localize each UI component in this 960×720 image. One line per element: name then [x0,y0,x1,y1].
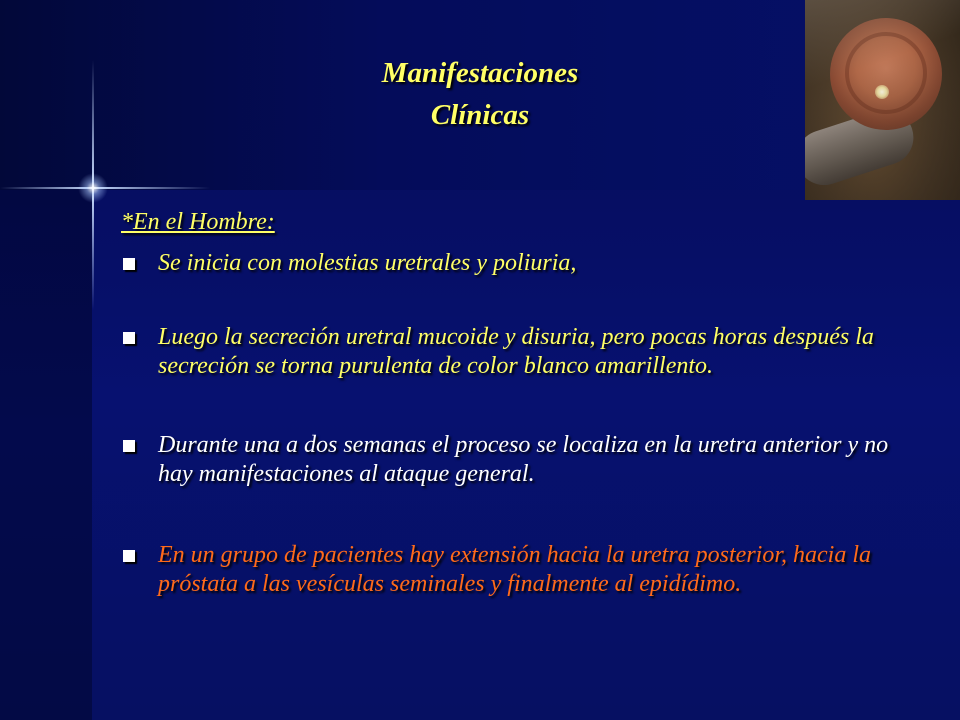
bullet-text: En un grupo de pacientes hay extensión hacia la uretra posterior, hacia la próstata a las vesículas seminales y finalmente al epidídimo. [158,542,872,597]
bullet-text: Luego la secreción uretral mucoide y disuria, pero pocas horas después la secreción se torna purulenta de color blanco amarillento. [158,324,874,379]
square-bullet-icon [123,332,135,344]
title-line-1: Manifestaciones [381,57,579,89]
bullet-item [121,323,901,381]
bullet-item [121,431,901,489]
photo-shading [805,0,960,200]
bullet-item [121,541,901,599]
bullet-item [121,249,901,278]
subheading: *En el Hombre: [121,209,275,235]
bullet-text: Se inicia con molestias uretrales y poliuria, [158,250,577,276]
bullet-list [121,249,901,599]
slide-title [280,52,680,136]
title-line-2: Clínicas [430,99,530,131]
square-bullet-icon [123,258,135,270]
clinical-photo [805,0,960,200]
square-bullet-icon [123,440,135,452]
square-bullet-icon [123,550,135,562]
bullet-text: Durante una a dos semanas el proceso se localiza en la uretra anterior y no hay manifestaciones al ataque general. [158,432,889,487]
star-glow [78,173,108,203]
